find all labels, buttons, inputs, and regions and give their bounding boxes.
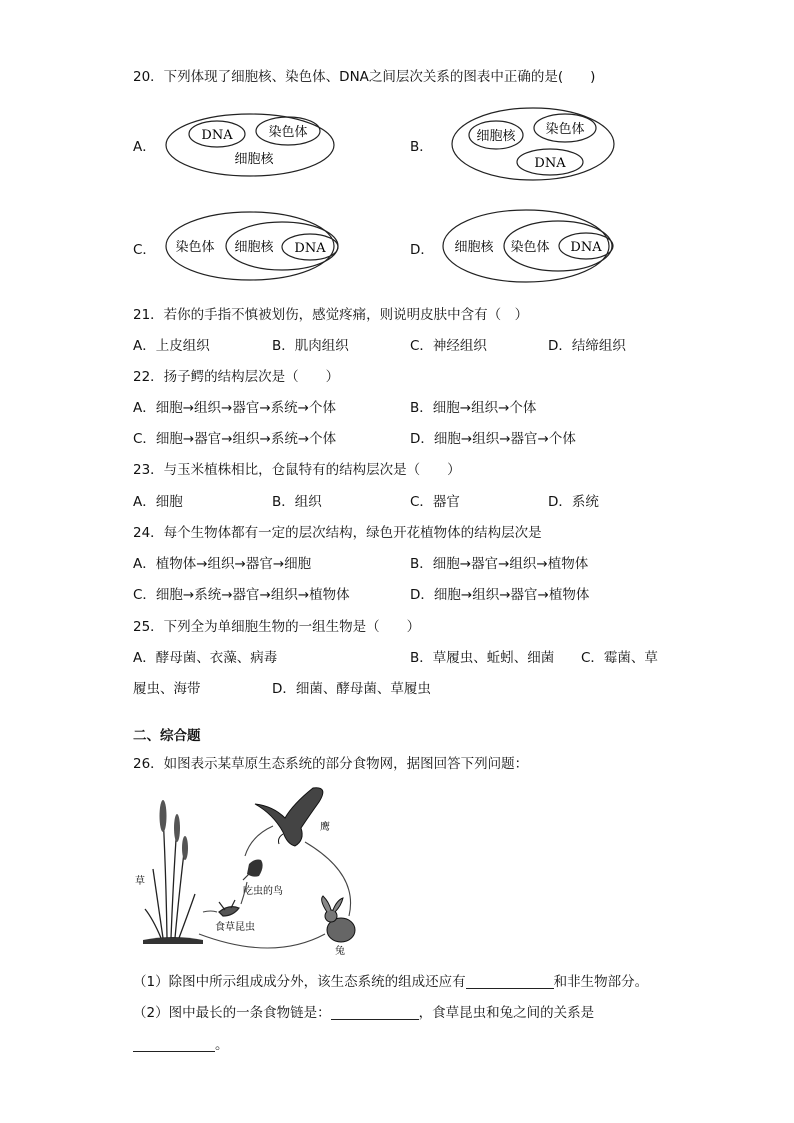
answer-blank-2[interactable] [331,1005,419,1020]
q24-option-c[interactable]: C．细胞→系统→器官→组织→植物体 [133,587,350,603]
q21-option-c[interactable]: C．神经组织 [410,338,487,354]
text-chromosome: 染色体 [545,122,585,137]
q23-stem: 23．与玉米植株相比，仓鼠特有的结构层次是（ ） [133,462,461,478]
text-nucleus: 细胞核 [234,240,274,255]
q20-option-b-label[interactable]: B． [410,139,433,155]
q23-option-b[interactable]: B．组织 [272,494,322,510]
q24-option-d[interactable]: D．细胞→组织→器官→植物体 [410,587,590,603]
q22-option-a[interactable]: A．细胞→组织→器官→系统→个体 [133,400,336,416]
q21-option-d[interactable]: D．结缔组织 [548,338,626,354]
food-web-figure [133,784,369,960]
q26-part1-text-b: 和非生物部分。 [553,974,649,990]
hawk-icon [255,788,323,846]
q21-option-a[interactable]: A．上皮组织 [133,338,210,354]
q22-option-c[interactable]: C．细胞→器官→组织→系统→个体 [133,431,337,447]
answer-blank-1[interactable] [466,974,554,989]
q22-option-b[interactable]: B．细胞→组织→个体 [410,400,537,416]
text-nucleus: 细胞核 [454,240,494,255]
q20-option-d-label[interactable]: D． [410,242,434,258]
q22-option-d[interactable]: D．细胞→组织→器官→个体 [410,431,576,447]
q20-diagram-a [162,110,342,180]
text-nucleus: 细胞核 [234,152,274,167]
label-rabbit: 兔 [335,946,345,957]
q20-option-a-label[interactable]: A． [133,139,156,155]
q26-part2-text-b: ，食草昆虫和兔之间的关系是 [418,1005,595,1021]
label-grass: 草 [135,876,145,887]
q25-option-a[interactable]: A．酵母菌、衣藻、病毒 [133,650,278,666]
q26-part1-text-a: （1）除图中所示组成成分外，该生态系统的组成还应有 [133,974,466,990]
grass-icon [145,814,195,938]
q26-part2-text-a: （2）图中最长的一条食物链是： [133,1005,331,1021]
q24-option-a[interactable]: A．植物体→组织→器官→细胞 [133,556,312,572]
text-dna: DNA [570,240,602,255]
insect-icon [219,900,239,916]
label-bird: 吃虫的鸟 [243,886,283,897]
q20-diagram-d [440,206,616,286]
q25-option-d[interactable]: D．细菌、酵母菌、草履虫 [272,681,431,697]
q26-part1 [133,973,648,991]
q20-stem: 20．下列体现了细胞核、染色体、DNA之间层次关系的图表中正确的是( ) [133,69,596,85]
rabbit-icon [322,896,355,942]
q24-option-b[interactable]: B．细胞→器官→组织→植物体 [410,556,589,572]
text-nucleus: 细胞核 [476,129,516,144]
text-dna: DNA [294,241,326,256]
q24-stem: 24．每个生物体都有一定的层次结构，绿色开花植物体的结构层次是 [133,525,542,541]
q21-stem: 21．若你的手指不慎被划伤，感觉疼痛，则说明皮肤中含有（ ） [133,307,529,323]
text-chromosome: 染色体 [268,125,308,140]
q21-option-b[interactable]: B．肌肉组织 [272,338,349,354]
q26-part2-text-c: 。 [215,1037,229,1053]
q26-part2-cont [133,1036,229,1054]
label-hawk: 鹰 [320,822,330,833]
q20-option-c-label[interactable]: C． [133,242,156,258]
q25-option-b[interactable]: B．草履虫、蚯蚓、细菌 [410,650,555,666]
q22-stem: 22．扬子鳄的结构层次是（ ） [133,369,340,385]
answer-blank-3[interactable] [133,1037,215,1052]
text-dna: DNA [201,128,233,143]
q26-part2 [133,1004,594,1022]
text-chromosome: 染色体 [510,240,550,255]
q23-option-c[interactable]: C．器官 [410,494,460,510]
bird-icon [243,860,263,881]
text-dna: DNA [534,156,566,171]
q23-option-a[interactable]: A．细胞 [133,494,183,510]
q20-diagram-b [448,104,618,184]
q20-diagram-c [162,208,342,284]
q25-stem: 25．下列全为单细胞生物的一组生物是（ ） [133,619,421,635]
label-insect: 食草昆虫 [215,922,255,933]
section-title: 二、综合题 [133,728,201,744]
q26-stem: 26．如图表示某草原生态系统的部分食物网，据图回答下列问题： [133,756,529,772]
ground [143,937,203,944]
q25-option-c-start[interactable]: C．霉菌、草 [581,650,658,666]
q23-option-d[interactable]: D．系统 [548,494,599,510]
q25-option-c-end[interactable]: 履虫、海带 [133,681,201,697]
text-chromosome: 染色体 [175,240,215,255]
grass-heads [160,800,189,860]
